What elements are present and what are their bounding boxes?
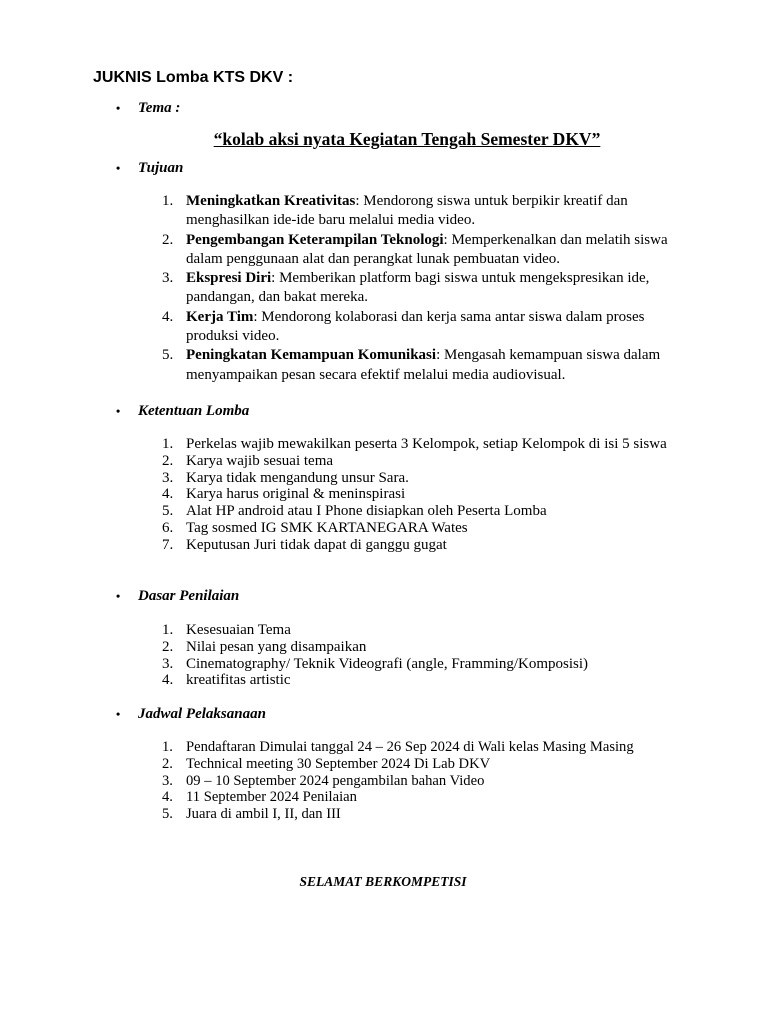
- item-text: Kesesuaian Tema: [186, 622, 291, 638]
- item-number: 7.: [162, 536, 174, 553]
- item-number: 1.: [162, 193, 174, 209]
- item-number: 4.: [162, 672, 174, 689]
- item-text: Cinematography/ Teknik Videografi (angle, Framming/Komposisi): [186, 655, 589, 672]
- item-number: 4.: [162, 486, 174, 503]
- item-text: Perkelas wajib mewakilkan peserta 3 Kelompok, setiap Kelompok di isi 5 siswa: [186, 436, 667, 452]
- list-item: [140, 639, 686, 656]
- item-text: Tag sosmed IG SMK KARTANEGARA Wates: [186, 519, 468, 536]
- item-text: : Memberikan platform bagi siswa untuk mengekspresikan ide, pandangan, dan bakat mereka.: [186, 270, 650, 306]
- item-text: Nilai pesan yang disampaikan: [186, 638, 367, 655]
- list-item: [140, 346, 696, 385]
- bullet-icon: •: [116, 404, 121, 418]
- item-number: 6.: [162, 519, 174, 536]
- item-text: Pendaftaran Dimulai tanggal 24 – 26 Sep 2024 di Wali kelas Masing Masing: [186, 739, 634, 755]
- list-item: [140, 806, 686, 823]
- list-item: [140, 756, 686, 773]
- item-text: Karya harus original & meninspirasi: [186, 486, 406, 503]
- item-number: 1.: [162, 622, 174, 638]
- closing-text: SELAMAT BERKOMPETISI: [299, 874, 467, 889]
- item-bold-term: Kerja Tim: [186, 308, 254, 325]
- bullet-icon: •: [116, 101, 121, 115]
- item-number: 1.: [162, 436, 174, 452]
- item-text: Karya wajib sesuai tema: [186, 452, 334, 469]
- list-item: [140, 269, 696, 308]
- jadwal-list: [140, 739, 716, 823]
- item-text: Juara di ambil I, II, dan III: [186, 806, 341, 823]
- item-bold-term: Peningkatan Kemampuan Komunikasi: [186, 347, 437, 364]
- tujuan-heading: [116, 160, 183, 177]
- item-number: 3.: [162, 655, 174, 672]
- item-number: 3.: [162, 469, 174, 486]
- item-text: : Mendorong siswa untuk berpikir kreatif dan menghasilkan ide-ide baru melalui media video.: [186, 193, 628, 229]
- tujuan-list: [140, 192, 696, 385]
- list-item: [140, 486, 686, 503]
- list-item: [140, 192, 696, 231]
- item-text: : Memperkenalkan dan melatih siswa dalam penggunaan alat dan perangkat lunak pembuatan video.: [186, 231, 668, 267]
- list-item: [140, 503, 686, 520]
- item-text: Technical meeting 30 September 2024 Di Lab DKV: [186, 755, 491, 772]
- item-number: 3.: [162, 772, 173, 789]
- ketentuan-heading: [116, 403, 249, 420]
- item-text: : Mendorong kolaborasi dan kerja sama antar siswa dalam proses produksi video.: [186, 308, 645, 345]
- dasar-list: [140, 622, 686, 689]
- ketentuan-heading-label: Ketentuan Lomba: [138, 403, 250, 419]
- item-number: 2.: [162, 231, 174, 248]
- list-item: [140, 453, 686, 470]
- item-number: 5.: [162, 347, 174, 364]
- item-number: 2.: [162, 452, 174, 469]
- list-item: [140, 739, 716, 756]
- item-text: kreatifitas artistic: [186, 672, 291, 689]
- item-text: 09 – 10 September 2024 pengambilan bahan Video: [186, 772, 485, 789]
- bullet-icon: •: [116, 161, 121, 175]
- list-item: [140, 672, 686, 689]
- item-number: 1.: [162, 739, 173, 755]
- bullet-icon: •: [116, 707, 121, 721]
- jadwal-heading-label: Jadwal Pelaksanaan: [138, 706, 266, 722]
- jadwal-heading: [116, 706, 266, 723]
- dasar-heading-label: Dasar Penilaian: [138, 588, 240, 604]
- item-number: 5.: [162, 806, 173, 823]
- item-text: 11 September 2024 Penilaian: [186, 789, 357, 806]
- tema-text: “kolab aksi nyata Kegiatan Tengah Semester DKV”: [213, 129, 601, 149]
- tema-heading-label: Tema :: [138, 100, 181, 116]
- dasar-heading: [116, 588, 239, 605]
- item-text: : Mengasah kemampuan siswa dalam menyampaikan pesan secara efektif melalui media audiovisual.: [186, 347, 661, 383]
- item-text: Alat HP android atau I Phone disiapkan oleh Peserta Lomba: [186, 503, 547, 520]
- bullet-icon: •: [116, 589, 121, 603]
- list-item: [140, 537, 686, 554]
- ketentuan-list: [140, 436, 686, 554]
- tujuan-heading-label: Tujuan: [138, 160, 184, 176]
- item-text: Karya tidak mengandung unsur Sara.: [186, 469, 409, 486]
- item-bold-term: Ekspresi Diri: [186, 270, 272, 287]
- item-bold-term: Pengembangan Keterampilan Teknologi: [186, 231, 444, 248]
- item-number: 5.: [162, 503, 174, 520]
- list-item: [140, 231, 696, 270]
- list-item: [140, 789, 686, 806]
- item-text: Keputusan Juri tidak dapat di ganggu gugat: [186, 536, 447, 553]
- list-item: [140, 656, 686, 673]
- list-item: [140, 520, 686, 537]
- list-item: [140, 436, 686, 453]
- document-title: JUKNIS Lomba KTS DKV :: [93, 69, 294, 86]
- list-item: [140, 622, 686, 639]
- item-number: 4.: [162, 308, 174, 325]
- tema-heading: [116, 100, 180, 117]
- list-item: [140, 470, 686, 487]
- list-item: [140, 308, 696, 347]
- list-item: [140, 773, 686, 790]
- item-number: 2.: [162, 638, 174, 655]
- item-bold-term: Meningkatkan Kreativitas: [186, 193, 356, 209]
- item-number: 4.: [162, 789, 173, 806]
- item-number: 3.: [162, 270, 174, 287]
- item-number: 2.: [162, 755, 173, 772]
